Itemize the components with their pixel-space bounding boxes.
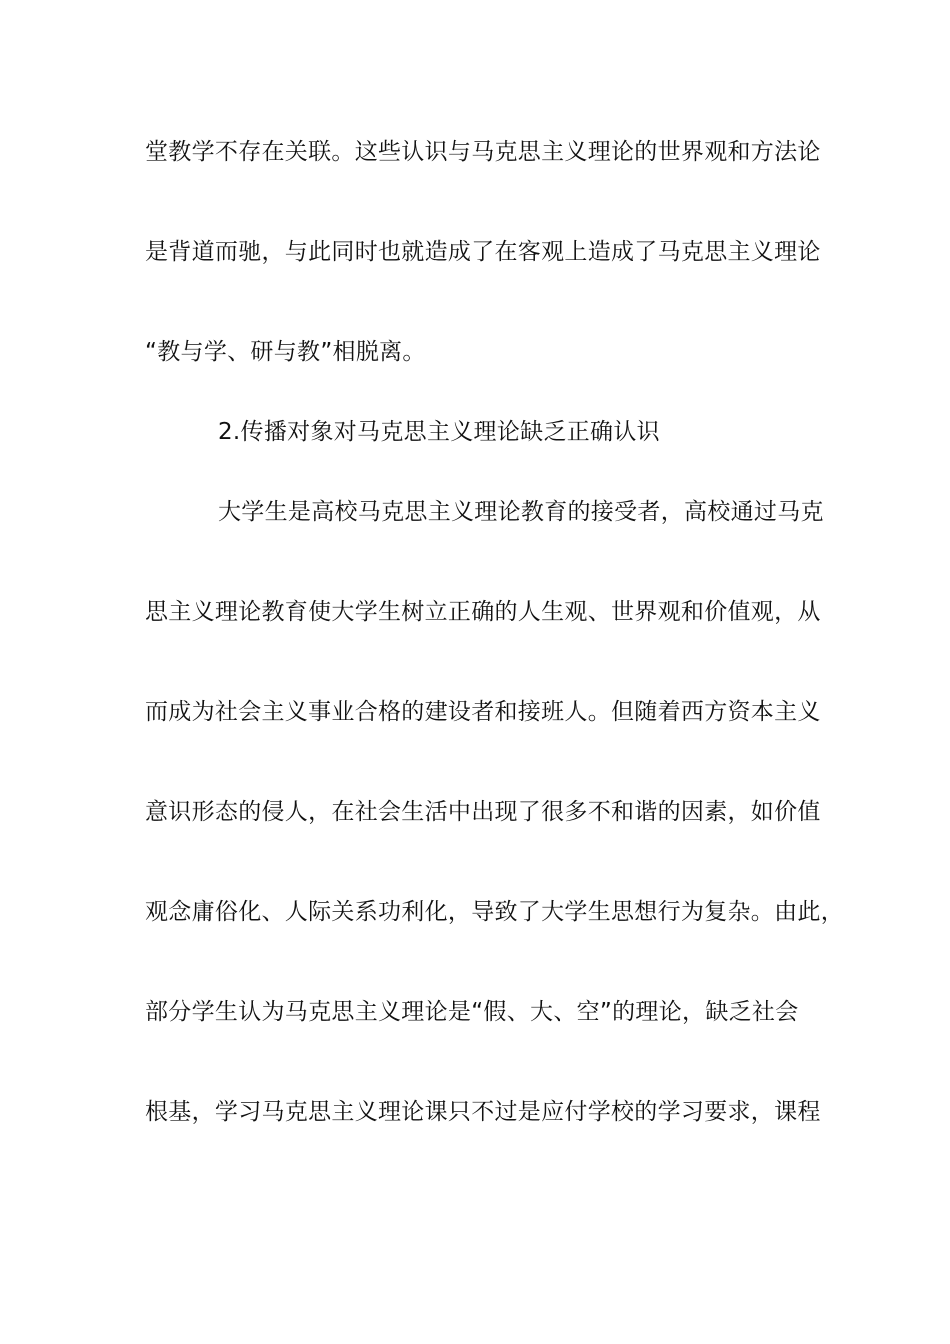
section-heading: 2.传播对象对马克思主义理论缺乏正确认识 — [218, 419, 660, 445]
paragraph-line: 而成为社会主义事业合格的建设者和接班人。但随着西方资本主义 — [145, 699, 821, 725]
paragraph-line: 思主义理论教育使大学生树立正确的人生观、世界观和价值观，从 — [145, 599, 821, 625]
paragraph-line: “教与学、研与教”相脱离。 — [145, 339, 426, 365]
paragraph-line: 部分学生认为马克思主义理论是“假、大、空”的理论，缺乏社会 — [145, 999, 799, 1025]
paragraph-line: 观念庸俗化、人际关系功利化，导致了大学生思想行为复杂。由此， — [145, 899, 844, 925]
paragraph-line: 根基，学习马克思主义理论课只不过是应付学校的学习要求，课程 — [145, 1099, 821, 1125]
paragraph-line: 是背道而驰，与此同时也就造成了在客观上造成了马克思主义理论 — [145, 239, 821, 265]
paragraph-line: 堂教学不存在关联。这些认识与马克思主义理论的世界观和方法论 — [145, 139, 821, 165]
paragraph-line: 意识形态的侵人，在社会生活中出现了很多不和谐的因素，如价值 — [145, 799, 821, 825]
paragraph-line: 大学生是高校马克思主义理论教育的接受者，高校通过马克 — [218, 499, 824, 525]
